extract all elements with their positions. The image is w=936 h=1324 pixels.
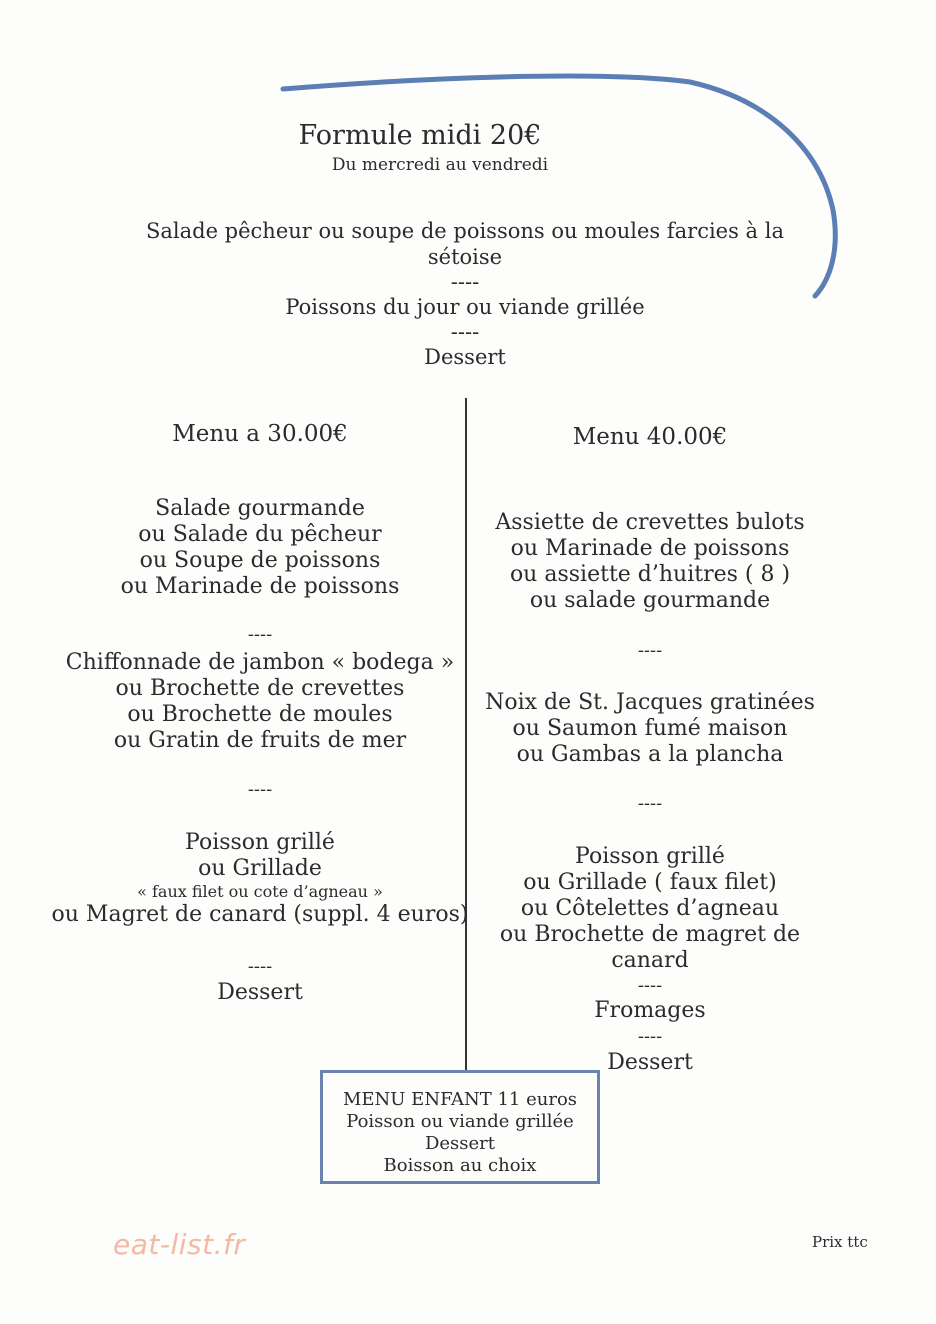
list-item: ou Brochette de crevettes xyxy=(115,676,405,701)
menu40-dessert: Dessert xyxy=(607,1050,693,1075)
list-item: ou Grillade ( faux filet) xyxy=(523,870,777,895)
list-item: Assiette de crevettes bulots xyxy=(495,510,805,535)
menu40-title: Menu 40.00€ xyxy=(572,424,728,450)
list-item: Poisson grillé xyxy=(575,844,725,869)
list-item: Poisson grillé xyxy=(185,830,335,855)
formule-dessert: Dessert xyxy=(424,345,506,369)
formule-starters-line: Salade pêcheur ou soupe de poissons ou moules farcies à la xyxy=(145,219,784,243)
list-item: canard xyxy=(611,948,689,973)
price-note: Prix ttc xyxy=(812,1233,868,1251)
kids-menu-line: Dessert xyxy=(424,1133,496,1154)
separator: ---- xyxy=(450,270,480,294)
formule-mains-line: Poissons du jour ou viande grillée xyxy=(285,295,645,319)
list-item: Chiffonnade de jambon « bodega » xyxy=(65,650,455,675)
kids-menu-title: MENU ENFANT 11 euros xyxy=(342,1089,578,1110)
formule-starters-line-cont: sétoise xyxy=(427,245,503,269)
menu30-grills xyxy=(40,830,480,928)
list-item: ou Grillade xyxy=(198,856,322,881)
list-item: ou Gratin de fruits de mer xyxy=(113,728,407,753)
menu30-title: Menu a 30.00€ xyxy=(172,421,348,447)
list-item: ou Marinade de poissons xyxy=(510,536,790,561)
list-item: ou Magret de canard (suppl. 4 euros) xyxy=(51,902,469,927)
list-item: ou assiette d’huitres ( 8 ) xyxy=(509,562,791,587)
menu30-dessert: Dessert xyxy=(217,980,303,1005)
separator: ---- xyxy=(247,779,273,800)
watermark: eat-list.fr xyxy=(113,1228,246,1261)
separator: ---- xyxy=(247,956,273,977)
formule-title: Formule midi 20€ xyxy=(298,120,542,151)
list-item: Noix de St. Jacques gratinées xyxy=(485,690,815,715)
list-item: ou Gambas a la plancha xyxy=(516,742,784,767)
menu40-mains xyxy=(470,690,830,768)
menu40-grills xyxy=(470,844,830,974)
menu40-cheese: Fromages xyxy=(594,998,706,1023)
menu30-mains xyxy=(40,650,480,754)
list-item: ou Soupe de poissons xyxy=(139,548,381,573)
menu40-starters xyxy=(470,510,830,614)
separator: ---- xyxy=(450,320,480,344)
list-item: ou Côtelettes d’agneau xyxy=(520,896,780,921)
list-item: Salade gourmande xyxy=(155,496,365,521)
formule-section xyxy=(100,218,830,370)
kids-menu-line: Boisson au choix xyxy=(383,1155,537,1176)
list-item: ou Salade du pêcheur xyxy=(138,522,382,547)
list-item-note: « faux filet ou cote d’agneau » xyxy=(137,882,383,901)
list-item: ou Brochette de moules xyxy=(127,702,393,727)
list-item: ou salade gourmande xyxy=(529,588,771,613)
separator: ---- xyxy=(637,640,663,661)
formule-subtitle: Du mercredi au vendredi xyxy=(331,155,549,175)
separator: ---- xyxy=(637,975,663,996)
separator: ---- xyxy=(637,793,663,814)
separator: ---- xyxy=(637,1026,663,1047)
separator: ---- xyxy=(247,624,273,645)
list-item: ou Marinade de poissons xyxy=(120,574,400,599)
list-item: ou Brochette de magret de xyxy=(499,922,801,947)
list-item: ou Saumon fumé maison xyxy=(512,716,788,741)
kids-menu-box xyxy=(320,1070,600,1184)
kids-menu-line: Poisson ou viande grillée xyxy=(346,1111,574,1132)
menu30-starters xyxy=(40,496,480,600)
